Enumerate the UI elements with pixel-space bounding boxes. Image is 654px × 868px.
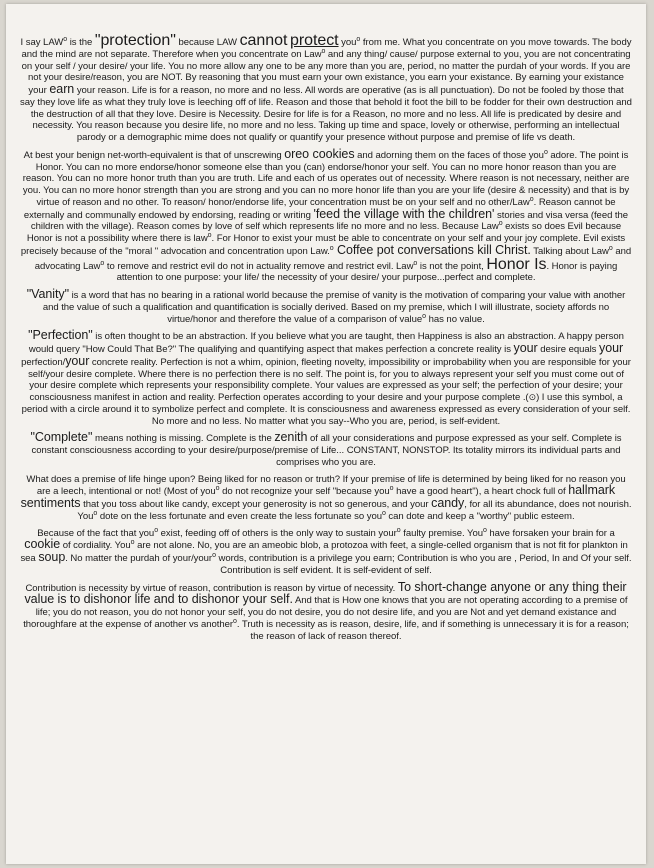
word-cookie: cookie: [24, 537, 61, 552]
paragraph-oreo-cookies: At best your benign net-worth-equivalent is that of unscrewing oreo cookies and adorning them on the faces of those you$^o$ adore. The point is Honor. You can no more endorse/honor someone else than you (can) endorse/honor your self. You can no more honor reason than you are reason. You can no more honor truth than you are truth. Life and each of us operates out of necessity. Where reason is not necessary, neither are you. You can no more honor strength than you are strong and you can no more honor life than you are your life (desire & necessity) and that is by virtue of reason and no other. To reason/ honor/endorse life, your concentration must be on your self and no other/Law$^o$. Reason cannot be externally and communally endowed by endorsing, reading or writing 'feed the village with the children' stories and visa versa (feed the children with the village). Reason comes by love of self which represents life no more and no less. Because Law$^o$ exists so does Evil because Honor is not a possibility where there is law$^o$. For Honor to exist your must be able to concentrate on your self and your joy complete. Evil exists precisely because of the "moral " advocation and concentration upon Law.$^o$ Coffee pot conversations kill Christ. Talking about Law$^o$ and advocating Law$^o$ to remove and restrict evil do not in actuality remove and restrict evil. Law$^o$ is not the point, Honor Is. Honor is paying attention to one purpose: your life/ the necessity of your desire/ your purpose...perfect and complete.: [20, 146, 632, 284]
paragraph-law-protection: I say LAW$^o$ is the "protection" because LAW cannot protect you$^o$ from me. What you concentrate on you move towards. The body and the mind are not separate. Therefore when you concentrate on Law$^o$ and any thing/ cause/ purpose external to you, you are not concentrating on your self / your desire/ your life. You no more allow any one to be any more than you are, period, no matter the purdah of your words. If you are not your desire/reason, you are NOT. By reasoning that you must earn your own existance, you earn your existance. By earning your existance your earn your reason. Life is for a reason, no more and no less. All words are operative (as is all punctuation). Do not be fooled by those that say they love life as what they truly love is leeching off of life. Reason and those that behold it foot the bill to be fodder for their own destruction and the destruction of all that they love. Desire is Necessity. Desire for life is for a Reason, no more and no less. All life is predicated by desire and necessity. You reason because you desire life, no more and no less. Taking up time and space, lovely or otherwise, performing an intellectual parody or a demographic mime does not qualify or quantify your presence without purpose and premise of life vs death.: [20, 32, 632, 143]
phrase-dishonor-life: or any thing their value is to dishonor life and to dishonor your self.: [24, 579, 627, 607]
word-candy: candy: [431, 496, 465, 510]
document-text: [20, 34, 632, 647]
word-vanity: "Vanity": [26, 287, 69, 301]
word-protection: "protection": [94, 32, 176, 49]
phrase-hallmark-sentiments: hallmark sentiments: [20, 483, 616, 510]
document-page: [6, 4, 646, 864]
phrase-oreo-cookies: oreo cookies: [284, 146, 355, 161]
phrase-feed-the-village: 'feed the village with the children': [313, 206, 495, 221]
paragraph-feeding-off-others: Because of the fact that you$^o$ exist, feeding off of others is the only way to sustain your$^o$ faulty premise. You$^o$ have forsaken your brain for a cookie of cordiality. You$^o$ are not alone. No, you are an ameobic blob, a protozoa with feet, a single-celled organism that is not fit for plankton in sea soup. No matter the purdah of your/your$^o$ words, contribution is a privilege you earn; Contribution is who you are , Period, In and Of your self. Contribution is self evident. It is self-evident of self.: [20, 526, 632, 576]
phrase-honor-is: Honor Is: [486, 255, 547, 273]
phrase-short-change: To short-change: [397, 579, 487, 594]
paragraph-contribution: Contribution is necessity by virtue of reason, contribution is reason by virtue of necessity. To short-change anyone or any thing their value is to dishonor life and to dishonor your self. And that is How one knows that you are not operating according to a premise of life; you do not reason, you do not honor your self, you do not desire, you do not desire life, and you are Not and yet demand existance and thoroughfare at the expense of another vs another$^o$. Truth is necessity as is reason, desire, life, and if something is unnecessary it is for a reason; the reason of lack of reason thereof.: [23, 579, 629, 642]
degree-symbol: o: [63, 35, 68, 43]
word-earn: earn: [49, 82, 75, 96]
paragraph-premise-of-life: What does a premise of life hinge upon? Being liked for no reason or truth? If your premise of life is determined by being liked for no reason you are a leech, intentional or not! (Most of you$^o$ do not recognize your self "because you$^o$ have a good heart"), a heart chock full of hallmark sentiments that you toss about like candy, except your generosity is not so generous, and your candy, for all its abundance, does not nourish. You$^o$ dote on the less fortunate and even create the less fortunate so you$^o$ can dote and keep a "worthy" public esteem.: [20, 473, 632, 522]
word-protect: protect: [289, 32, 339, 49]
word-zenith: zenith: [274, 430, 308, 445]
word-cannot: cannot: [239, 32, 288, 49]
word-complete: "Complete": [30, 430, 93, 445]
paragraph-perfection: "Perfection" is often thought to be an abstraction. If you believe what you are taught, then Happiness is also an abstraction. A happy person would query "How Could That Be?" The qualifying and quantifying aspect that makes perfection a concrete reality is your desire equals your perfection/your concrete reality. Perfection is not a whim, opinion, fleeting novelty, impossibility or improbability when you are responsible for your self/your desire complete. Where there is no perfection there is no self. The point is, for you to always represent your self you must come out of your desire complete which represents your responsibility complete. Your values are expressed as your self; the perfection of your desire; your consciousness manifest in action and reality. Perfection operates according to your desire and your purpose complete .(⊙) I use this symbol, a period with a circle around it to symbolize perfect and complete. It is consciousness and awareness expressed as every consideration of your self. No more and no less. No matter what you say--Who you are, period, is self-evident.: [21, 328, 631, 427]
paragraph-complete: "Complete" means nothing is missing. Complete is the zenith of all your considerations and purpose expressed as your self. Complete is constant consciousness according to your desire/purpose/premise of Life... CONSTANT, NONSTOP. Its totality mirrors its individual parts and comprises who you are.: [30, 430, 622, 468]
word-perfection: "Perfection": [28, 328, 93, 343]
word-soup: soup: [38, 550, 66, 564]
period-circle-symbol: ⊙: [528, 392, 537, 402]
phrase-coffee-pot: Coffee pot conversations kill Christ.: [333, 242, 531, 257]
paragraph-vanity: "Vanity" is a word that has no bearing in a rational world because the premise of vanity is the motivation of comparing your value with another and the value of such a qualification and quantification is socially derived. Based on my premise, which I will illustrate, society affords no virtue/honor and therefore the value of a comparison of value$^o$ has no value.: [26, 287, 626, 325]
